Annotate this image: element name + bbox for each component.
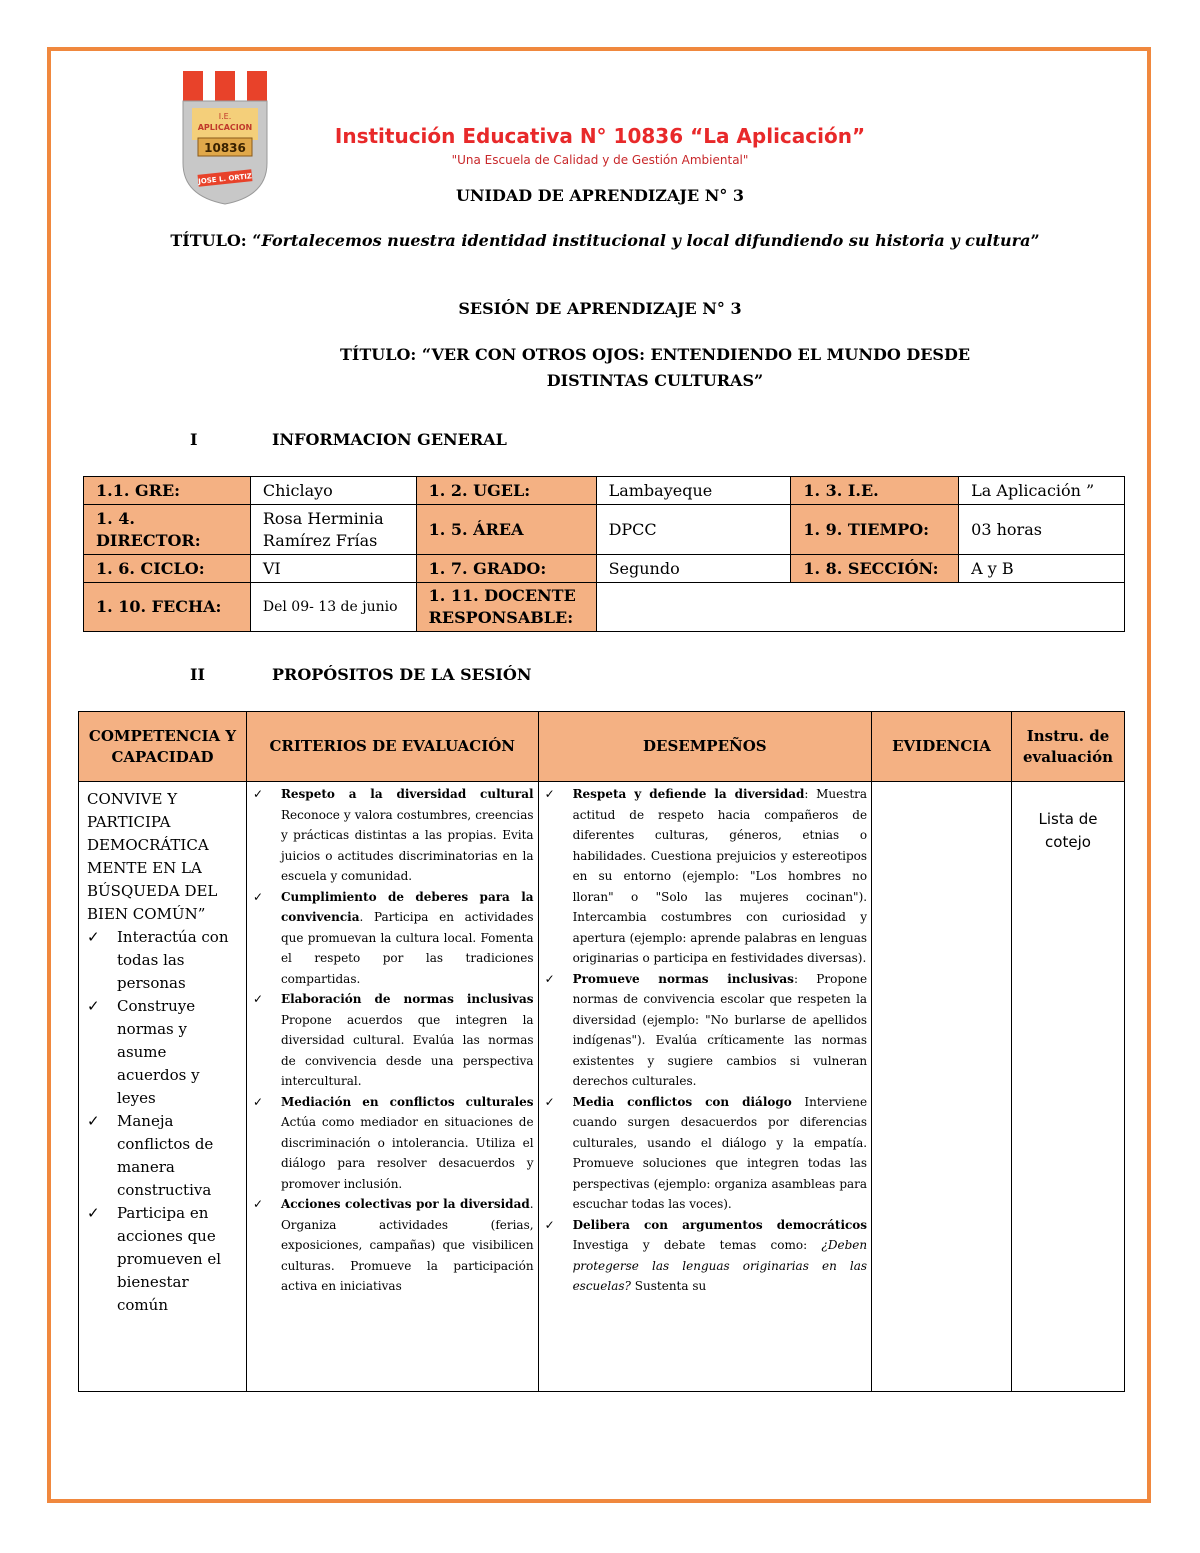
logo-text-4: JOSE L. ORTIZ (197, 172, 253, 186)
purposes-table (78, 711, 1125, 1392)
sesion-title: TÍTULO: “VER CON OTROS OJOS: ENTENDIENDO EL MUNDO DESDE DISTINTAS CULTURAS” (339, 345, 971, 390)
unidad-title-close: ” (1030, 231, 1040, 250)
header-evidencia: EVIDENCIA (872, 712, 1012, 782)
institution-motto: "Una Escuela de Calidad y de Gestión Ambiental" (451, 153, 749, 167)
criterio-item: ✓ Elaboración de normas inclusivas Propone acuerdos que integren la diversidad cultural. Evalúa las normas de convivencia desde una perspectiva intercultural. (251, 989, 534, 1092)
sesion-heading: SESIÓN DE APRENDIZAJE N° 3 (458, 299, 742, 318)
evidencia-cell (872, 782, 1012, 1392)
area-label: 1. 5. ÁREA (416, 505, 596, 555)
instrumento-cell: Lista de cotejo (1012, 782, 1125, 1392)
grado-value: Segundo (596, 555, 791, 583)
competencia-text: CONVIVE Y PARTICIPA DEMOCRÁTICA MENTE EN LA BÚSQUEDA DEL BIEN COMÚN” (87, 790, 218, 923)
fecha-label: 1. 10. FECHA: (84, 583, 251, 632)
docente-label: 1. 11. DOCENTE RESPONSABLE: (416, 583, 596, 632)
section-2-number: II (190, 665, 205, 684)
general-info-table (83, 476, 1125, 632)
unidad-heading: UNIDAD DE APRENDIZAJE N° 3 (455, 186, 745, 205)
director-label: 1. 4. DIRECTOR: (84, 505, 251, 555)
ie-value: La Aplicación ” (959, 477, 1125, 505)
section-1-number: I (190, 430, 198, 449)
desempeno-item: ✓ Promueve normas inclusivas: Propone normas de convivencia escolar que respeten la diversidad (ejemplo: "No burlarse de apellidos indígenas"). Evalúa críticamente las normas existentes y sugiere cambios si vulneran derechos culturales. (543, 969, 868, 1092)
seccion-label: 1. 8. SECCIÓN: (791, 555, 959, 583)
fecha-value: Del 09- 13 de junio (250, 583, 416, 632)
institution-name: Institución Educativa N° 10836 “La Aplicación” (334, 124, 866, 148)
header-desempenos: DESEMPEÑOS (538, 712, 872, 782)
capacidad-item: ✓ Interactúa con todas las personas (87, 926, 238, 995)
tiempo-value: 03 horas (959, 505, 1125, 555)
ugel-value: Lambayeque (596, 477, 791, 505)
desempeno-item: ✓ Respeta y defiende la diversidad: Muestra actitud de respeto hacia compañeros de diferentes culturas, géneros, etnias o habilidades. Cuestiona prejuicios y estereotipos en su entorno (ejemplo: "Los hombres no lloran" o "Solo las mujeres cocinan"). Intercambia costumbres con curiosidad y apertura (ejemplo: aprende palabras en lenguas originarias o participa en festividades diversas). (543, 784, 868, 969)
section-1-title: INFORMACION GENERAL (272, 430, 507, 449)
ie-label: 1. 3. I.E. (791, 477, 959, 505)
desempeno-item: ✓ Media conflictos con diálogo Interviene cuando surgen desacuerdos por diferencias culturales, usando el diálogo y la empatía. Promueve soluciones que integren todas las perspectivas (ejemplo: organiza asambleas para escuchar todas las voces). (543, 1092, 868, 1215)
area-value: DPCC (596, 505, 791, 555)
logo-text-1: I.E. (218, 112, 232, 121)
ugel-label: 1. 2. UGEL: (416, 477, 596, 505)
tiempo-label: 1. 9. TIEMPO: (791, 505, 959, 555)
ciclo-value: VI (250, 555, 416, 583)
logo-text-2: APLICACION (197, 123, 253, 132)
director-value: Rosa Herminia Ramírez Frías (250, 505, 416, 555)
criterio-item: ✓ Mediación en conflictos culturales Actúa como mediador en situaciones de discriminación o intolerancia. Utiliza el diálogo para resolver desacuerdos y promover inclusión. (251, 1092, 534, 1195)
competencia-cell (79, 782, 247, 1392)
criterio-item: ✓ Respeto a la diversidad cultural Reconoce y valora costumbres, creencias y prácticas distintas a las propias. Evita juicios o actitudes discriminatorias en la escuela y comunidad. (251, 784, 534, 887)
unidad-title (170, 228, 1040, 254)
unidad-title-text: Fortalecemos nuestra identidad institucional y local difundiendo su historia y cultura (261, 231, 1031, 250)
desempeno-item: ✓ Delibera con argumentos democráticos Investiga y debate temas como: ¿Deben protegerse las lenguas originarias en las escuelas? Sustenta su (543, 1215, 868, 1297)
capacidad-item: ✓ Maneja conflictos de manera constructiva (87, 1110, 238, 1202)
criterio-item: ✓ Acciones colectivas por la diversidad. Organiza actividades (ferias, exposiciones, campañas) que visibilicen culturas. Promueve la participación activa en iniciativas (251, 1194, 534, 1297)
section-2-title: PROPÓSITOS DE LA SESIÓN (272, 665, 532, 684)
desempenos-cell (538, 782, 872, 1392)
capacidad-item: ✓ Construye normas y asume acuerdos y leyes (87, 995, 238, 1110)
header-criterios: CRITERIOS DE EVALUACIÓN (246, 712, 538, 782)
header-competencia: COMPETENCIA Y CAPACIDAD (79, 712, 247, 782)
criterios-cell (246, 782, 538, 1392)
criterio-item: ✓ Cumplimiento de deberes para la convivencia. Participa en actividades que promuevan la cultura local. Fomenta el respeto por las tradiciones compartidas. (251, 887, 534, 990)
docente-value (596, 583, 1124, 632)
header-instrumento: Instru. de evaluación (1012, 712, 1125, 782)
seccion-value: A y B (959, 555, 1125, 583)
unidad-title-label: TÍTULO: “ (170, 231, 262, 250)
gre-value: Chiclayo (250, 477, 416, 505)
grado-label: 1. 7. GRADO: (416, 555, 596, 583)
capacidad-item: ✓ Participa en acciones que promueven el bienestar común (87, 1202, 238, 1317)
gre-label: 1.1. GRE: (84, 477, 251, 505)
ciclo-label: 1. 6. CICLO: (84, 555, 251, 583)
logo-text-3: 10836 (204, 141, 246, 155)
